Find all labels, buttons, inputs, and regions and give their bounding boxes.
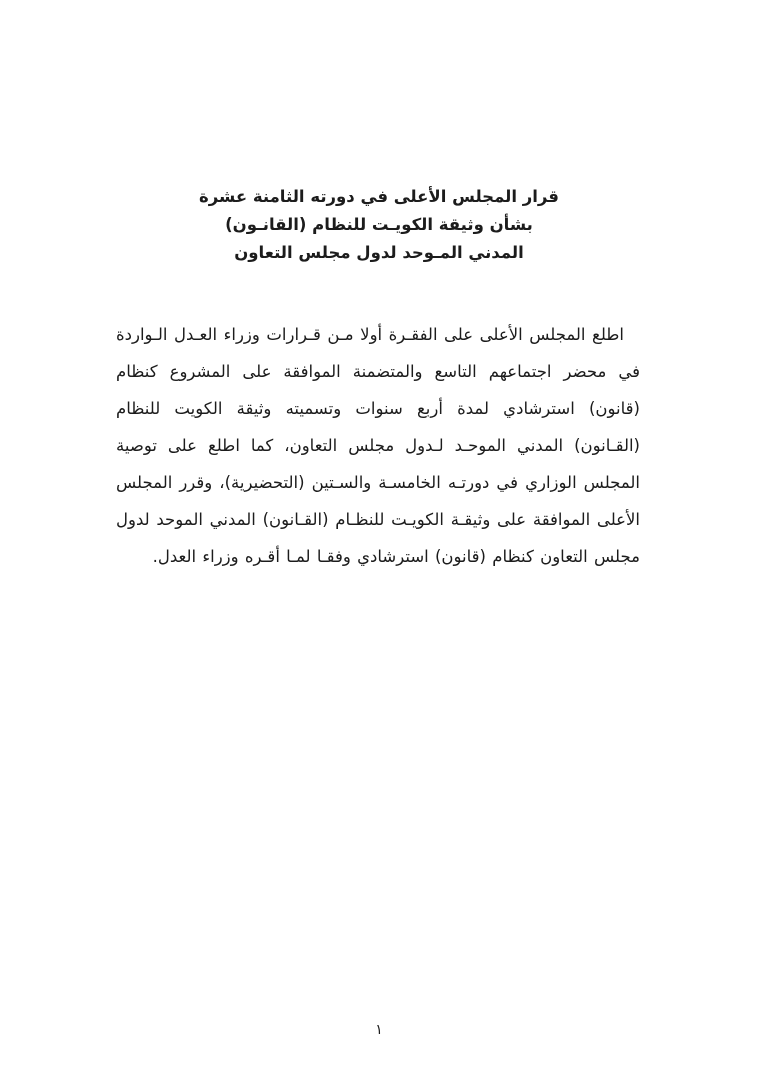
body-paragraph: اطلع المجلس الأعلى على الفقـرة أولا مـن قـرارات وزراء العـدل الـواردة في محضر اجتماعهم التاسع والمتضمنة الموافقة على المشروع كنظام (قانون) استرشادي لمدة أربع سنوات وتسميته وثيقة الكويت للنظام (القـانون) المدني الموحـد لـدول مجلس التعاون، كما اطلع على توصية المجلس الوزاري في دورتـه الخامسـة والسـتين (التحضيرية)، وقرر المجلس الأعلى الموافقة على وثيقـة الكويـت للنظـام (القـانون) المدني الموحد لدول مجلس التعاون كنظام (قانون) استرشادي وفقـا لمـا أقـره وزراء العدل. bbox=[116, 325, 640, 566]
title-line-1: قرار المجلس الأعلى في دورته الثامنة عشرة bbox=[199, 187, 559, 206]
title-line-3: المدني المـوحد لدول مجلس التعاون bbox=[234, 243, 524, 262]
document-title bbox=[0, 183, 758, 267]
page-number: ١ bbox=[375, 1022, 383, 1038]
title-line-2: بشأن وثيقة الكويـت للنظام (القانـون) bbox=[225, 215, 533, 234]
